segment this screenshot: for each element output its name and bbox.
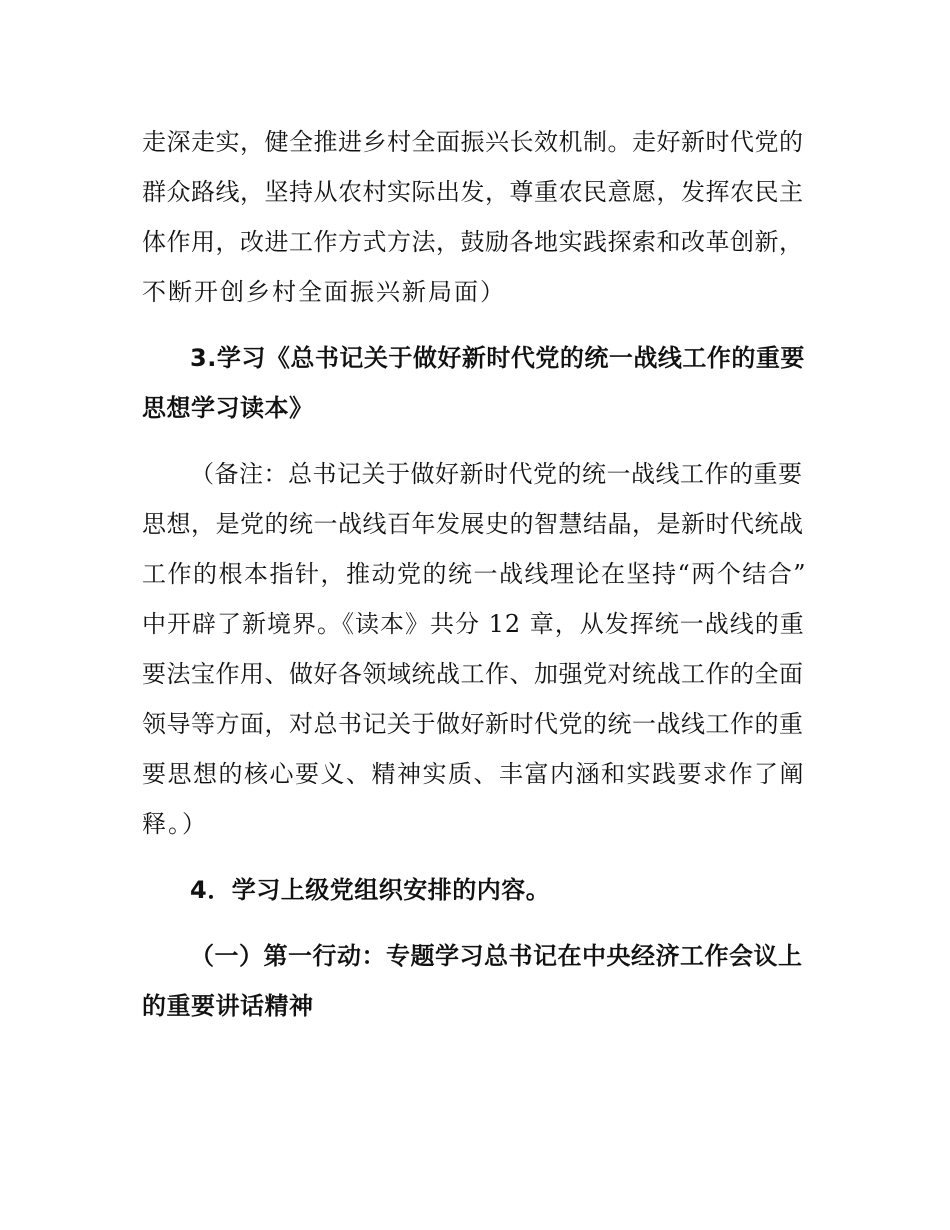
- note-line: （备注：总书记关于做好新时代党的统一战线工作的重要: [190, 460, 803, 488]
- paragraph-line: 群众路线，坚持从农村实际出发，尊重农民意愿，发挥农民主: [142, 178, 804, 206]
- note-line: 领导等方面，对总书记关于做好新时代党的统一战线工作的重: [142, 710, 804, 738]
- paragraph-line: 体作用，改进工作方式方法，鼓励各地实践探索和改革创新，: [142, 228, 804, 256]
- section-1-heading-line: （一）第一行动：专题学习总书记在中央经济工作会议上: [190, 942, 803, 970]
- paragraph-line: 走深走实，健全推进乡村全面振兴长效机制。走好新时代党的: [142, 128, 804, 156]
- note-line: 释。）: [142, 810, 208, 838]
- note-line: 要思想的核心要义、精神实质、丰富内涵和实践要求作了阐: [142, 760, 805, 788]
- note-line: 要法宝作用、做好各领域统战工作、加强党对统战工作的全面: [142, 660, 804, 688]
- heading-4-line: 4．学习上级党组织安排的内容。: [190, 876, 551, 904]
- section-1-heading-line: 的重要讲话精神: [142, 992, 314, 1020]
- note-line: 中开辟了新境界。《读本》共分 12 章，从发挥统一战线的重: [142, 610, 805, 638]
- note-line: 工作的根本指针，推动党的统一战线理论在坚持“两个结合”: [142, 560, 808, 588]
- paragraph-line: 不断开创乡村全面振兴新局面）: [142, 278, 506, 306]
- heading-3-line: 3.学习《总书记关于做好新时代党的统一战线工作的重要: [190, 344, 805, 372]
- note-line: 思想，是党的统一战线百年发展史的智慧结晶，是新时代统战: [142, 510, 804, 538]
- heading-3-line: 思想学习读本》: [142, 394, 314, 422]
